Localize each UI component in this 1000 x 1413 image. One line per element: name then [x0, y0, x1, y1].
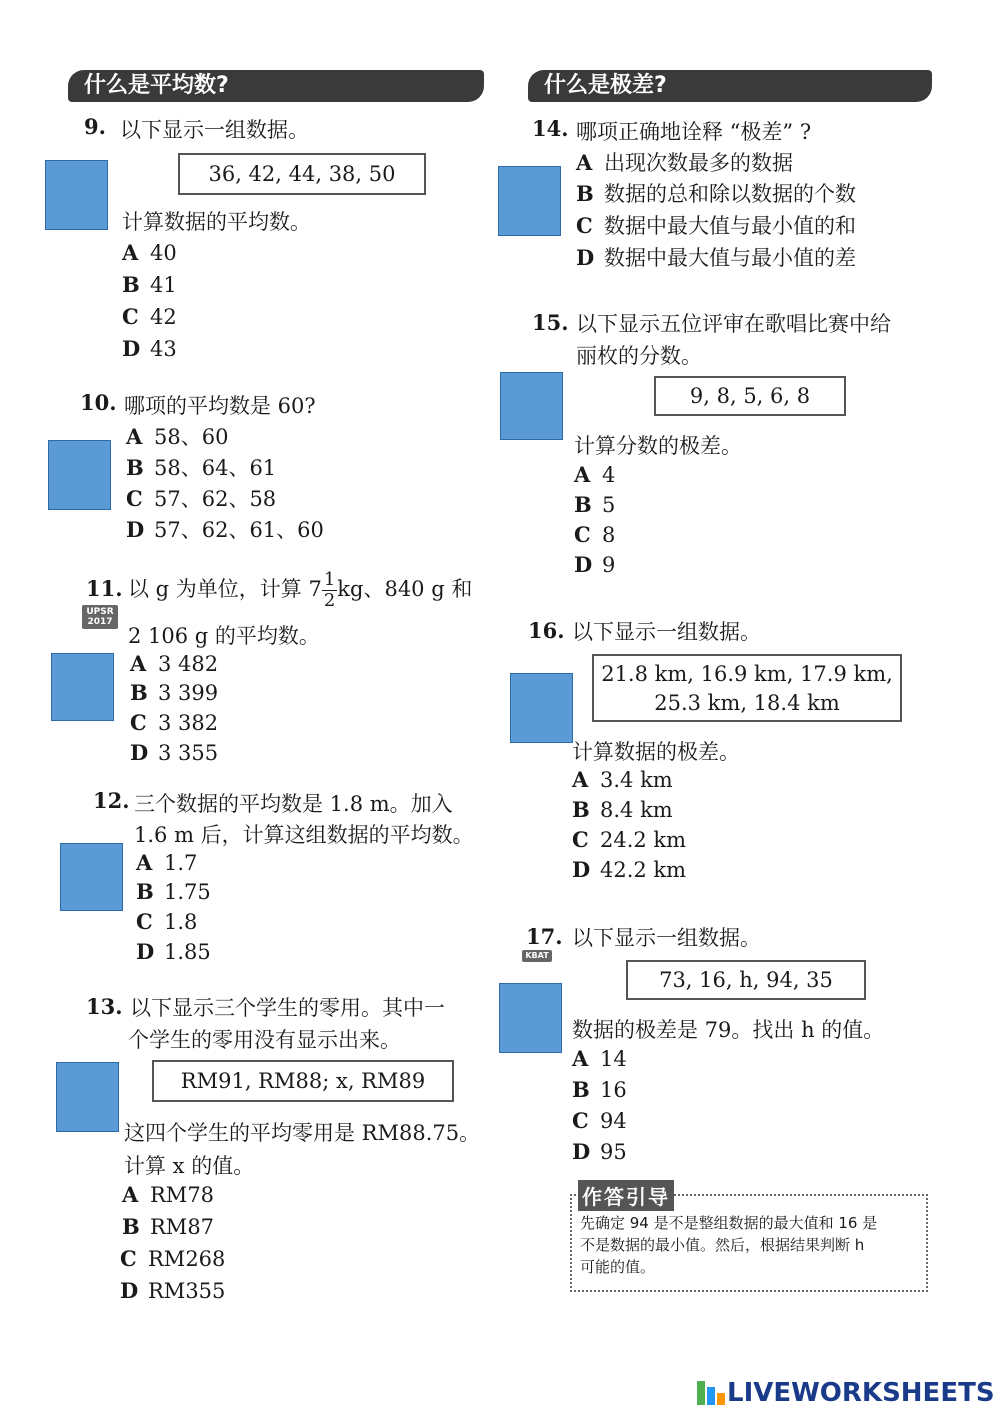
q14-option-b-value: 数据的总和除以数据的个数	[604, 182, 856, 206]
q10-answer-box[interactable]	[48, 440, 111, 510]
q17-ask: 数据的极差是 79。找出 h 的值。	[572, 1018, 885, 1042]
q16-option-c-letter: C	[572, 827, 589, 852]
q9-option-a-value: 40	[150, 241, 177, 265]
q15-text: 以下显示五位评审在歌唱比赛中给	[576, 312, 891, 336]
q10-option-d	[126, 514, 324, 544]
q12-option-a-letter: A	[136, 850, 153, 875]
q17-option-d	[572, 1139, 627, 1164]
q17-answer-box[interactable]	[499, 983, 562, 1053]
q11-option-d	[130, 740, 218, 765]
q9-option-d	[122, 336, 177, 361]
section-title-range: 什么是极差?	[528, 70, 932, 102]
q11-option-d-value: 3 355	[158, 741, 219, 765]
q16-data-line1: 21.8 km, 16.9 km, 17.9 km,	[601, 662, 893, 686]
q12-option-b-letter: B	[136, 879, 154, 904]
q9-option-b	[122, 272, 177, 297]
q17-option-d-letter: D	[572, 1139, 591, 1164]
q10-number: 10.	[80, 390, 117, 415]
q11-text-part-b: kg、840 g 和	[337, 577, 473, 601]
q14-option-d-letter: D	[576, 245, 595, 270]
q15-option-c-letter: C	[574, 522, 591, 547]
q15-option-c	[574, 522, 615, 547]
hint-line1: 先确定 94 是不是整组数据的最大值和 16 是	[580, 1214, 878, 1232]
q15-answer-box[interactable]	[500, 372, 563, 440]
q11-option-b-value: 3 399	[158, 681, 219, 705]
q12-answer-box[interactable]	[60, 843, 123, 911]
q15-option-b-letter: B	[574, 492, 592, 517]
q10-option-a-letter: A	[126, 424, 143, 449]
hint-line3: 可能的值。	[580, 1258, 656, 1276]
q16-option-c-value: 24.2 km	[600, 828, 687, 852]
q12-option-d-letter: D	[136, 939, 155, 964]
q17-option-c	[572, 1108, 627, 1133]
section-title-mean: 什么是平均数?	[68, 70, 484, 102]
q14-option-b	[576, 178, 856, 208]
badge-bottom-text: 2017	[87, 617, 113, 627]
q14-option-c-letter: C	[576, 213, 593, 238]
q9-text: 以下显示一组数据。	[120, 118, 309, 142]
q11-answer-box[interactable]	[51, 653, 114, 721]
q15-option-d-letter: D	[574, 552, 593, 577]
q13-number: 13.	[86, 994, 123, 1019]
q12-option-b	[136, 879, 211, 904]
hint-line2: 不是数据的最小值。然后，根据结果判断 h	[580, 1236, 865, 1254]
q14-option-b-letter: B	[576, 181, 594, 206]
q14-option-c	[576, 210, 856, 240]
q13-text-line2: 个学生的零用没有显示出来。	[128, 1028, 401, 1052]
q9-option-c	[122, 304, 177, 329]
q9-ask: 计算数据的平均数。	[122, 210, 311, 234]
q15-option-a	[574, 462, 615, 487]
q11-number: 11.	[86, 576, 123, 601]
q17-option-a	[572, 1046, 627, 1071]
q16-data-line2: 25.3 km, 18.4 km	[654, 691, 840, 715]
q13-text: 以下显示三个学生的零用。其中一	[130, 996, 445, 1020]
q16-option-a	[572, 767, 673, 792]
q14-answer-box[interactable]	[498, 166, 561, 236]
q10-option-d-value: 57、62、61、60	[154, 518, 324, 542]
q15-option-d	[574, 552, 615, 577]
q14-option-c-value: 数据中最大值与最小值的和	[604, 214, 856, 238]
q13-option-a-letter: A	[122, 1182, 139, 1207]
q10-option-a-value: 58、60	[154, 425, 229, 449]
q11-text-part-a: 以 g 为单位，计算 7	[128, 577, 322, 601]
q12-text: 三个数据的平均数是 1.8 m。加入	[134, 792, 453, 816]
q14-option-d-value: 数据中最大值与最小值的差	[604, 246, 856, 270]
q15-number: 15.	[532, 310, 569, 335]
q16-option-d	[572, 857, 686, 882]
q12-option-b-value: 1.75	[164, 880, 211, 904]
q11-option-c-value: 3 382	[158, 711, 219, 735]
hint-title: 作答引导	[578, 1180, 674, 1211]
q9-number: 9.	[84, 114, 106, 139]
q12-number: 12.	[93, 788, 130, 813]
q10-option-b-value: 58、64、61	[154, 456, 277, 480]
q10-option-c-value: 57、62、58	[154, 487, 277, 511]
q10-text: 哪项的平均数是 60?	[124, 394, 316, 418]
q12-option-a	[136, 850, 197, 875]
q15-option-c-value: 8	[602, 523, 616, 547]
q12-option-c-letter: C	[136, 909, 153, 934]
q16-option-b-value: 8.4 km	[600, 798, 673, 822]
q11-option-a	[130, 651, 218, 676]
q13-option-c	[120, 1246, 225, 1271]
q16-option-a-letter: A	[572, 767, 589, 792]
q9-answer-box[interactable]	[45, 160, 108, 230]
q17-option-b-value: 16	[600, 1078, 627, 1102]
q11-text-line2: 2 106 g 的平均数。	[128, 624, 320, 648]
q11-fraction	[322, 570, 337, 611]
q17-option-b	[572, 1077, 627, 1102]
q12-option-c	[136, 909, 197, 934]
q9-option-c-value: 42	[150, 305, 177, 329]
q17-option-d-value: 95	[600, 1140, 627, 1164]
q14-text: 哪项正确地诠释 “极差” ?	[576, 120, 812, 144]
q17-option-a-letter: A	[572, 1046, 589, 1071]
badge-top-text: UPSR	[86, 607, 114, 617]
q16-option-d-value: 42.2 km	[600, 858, 687, 882]
q11-option-a-letter: A	[130, 651, 147, 676]
q11-option-b	[130, 680, 218, 705]
q12-text-line2: 1.6 m 后，计算这组数据的平均数。	[134, 823, 474, 847]
q9-option-d-letter: D	[122, 336, 141, 361]
q13-ask-line2: 计算 x 的值。	[124, 1154, 255, 1178]
q15-option-b-value: 5	[602, 493, 616, 517]
q16-number: 16.	[528, 618, 565, 643]
q9-option-a-letter: A	[122, 240, 139, 265]
q13-option-d-letter: D	[120, 1278, 139, 1303]
q9-option-a	[122, 240, 177, 265]
q15-option-d-value: 9	[602, 553, 616, 577]
q11-option-b-letter: B	[130, 680, 148, 705]
q14-option-d	[576, 242, 856, 272]
q17-option-c-letter: C	[572, 1108, 589, 1133]
q17-number: 17.	[526, 924, 563, 949]
q11-text	[128, 566, 472, 612]
q15-ask: 计算分数的极差。	[574, 434, 742, 458]
q16-text: 以下显示一组数据。	[572, 620, 761, 644]
q15-option-a-value: 4	[602, 463, 616, 487]
q15-text-line2: 丽枚的分数。	[576, 344, 702, 368]
q12-option-a-value: 1.7	[164, 851, 198, 875]
q16-data-box	[592, 654, 902, 722]
q13-data-box: RM91, RM88; x, RM89	[152, 1060, 454, 1102]
q17-data-box: 73, 16, h, 94, 35	[626, 960, 866, 1000]
q15-option-b	[574, 492, 615, 517]
q16-answer-box[interactable]	[510, 673, 573, 743]
q16-option-a-value: 3.4 km	[600, 768, 673, 792]
q13-option-a	[122, 1182, 214, 1207]
logo-icon	[697, 1381, 725, 1405]
q14-option-a-letter: A	[576, 150, 593, 175]
q11-fraction-denominator: 2	[323, 590, 336, 611]
q10-option-b-letter: B	[126, 455, 144, 480]
q11-option-c-letter: C	[130, 710, 147, 735]
q10-option-c	[126, 483, 276, 513]
liveworksheets-logo	[697, 1378, 993, 1408]
q16-option-b	[572, 797, 673, 822]
q13-option-b-value: RM87	[150, 1215, 215, 1239]
q13-option-b	[122, 1214, 214, 1239]
q13-option-c-value: RM268	[148, 1247, 226, 1271]
q14-number: 14.	[532, 116, 569, 141]
q9-option-c-letter: C	[122, 304, 139, 329]
q13-option-c-letter: C	[120, 1246, 137, 1271]
q17-option-a-value: 14	[600, 1047, 627, 1071]
q9-option-d-value: 43	[150, 337, 177, 361]
q13-answer-box[interactable]	[56, 1062, 119, 1132]
q12-option-d	[136, 939, 211, 964]
q13-option-d-value: RM355	[148, 1279, 226, 1303]
q13-option-b-letter: B	[122, 1214, 140, 1239]
logo-text: LIVEWORKSHEETS	[727, 1378, 995, 1408]
q11-option-a-value: 3 482	[158, 652, 219, 676]
q17-option-c-value: 94	[600, 1109, 627, 1133]
q12-option-d-value: 1.85	[164, 940, 211, 964]
q13-option-d	[120, 1278, 225, 1303]
q12-option-c-value: 1.8	[164, 910, 198, 934]
q13-ask: 这四个学生的平均零用是 RM88.75。	[124, 1121, 481, 1145]
q14-option-a-value: 出现次数最多的数据	[604, 151, 793, 175]
q16-option-d-letter: D	[572, 857, 591, 882]
q15-option-a-letter: A	[574, 462, 591, 487]
q15-data-box: 9, 8, 5, 6, 8	[654, 376, 846, 416]
q10-option-b	[126, 452, 276, 482]
q16-option-c	[572, 827, 686, 852]
upsr-2017-badge	[82, 605, 118, 629]
q9-option-b-letter: B	[122, 272, 140, 297]
q9-data-box: 36, 42, 44, 38, 50	[178, 153, 426, 195]
q17-text: 以下显示一组数据。	[572, 926, 761, 950]
q16-option-b-letter: B	[572, 797, 590, 822]
q10-option-a	[126, 421, 228, 451]
q14-option-a	[576, 147, 793, 177]
q10-option-d-letter: D	[126, 517, 145, 542]
q10-option-c-letter: C	[126, 486, 143, 511]
q13-option-a-value: RM78	[150, 1183, 215, 1207]
q17-option-b-letter: B	[572, 1077, 590, 1102]
q11-fraction-numerator: 1	[323, 569, 336, 590]
q11-option-c	[130, 710, 218, 735]
kbat-badge: KBAT	[522, 950, 552, 962]
q9-option-b-value: 41	[150, 273, 177, 297]
q11-option-d-letter: D	[130, 740, 149, 765]
q16-ask: 计算数据的极差。	[572, 740, 740, 764]
